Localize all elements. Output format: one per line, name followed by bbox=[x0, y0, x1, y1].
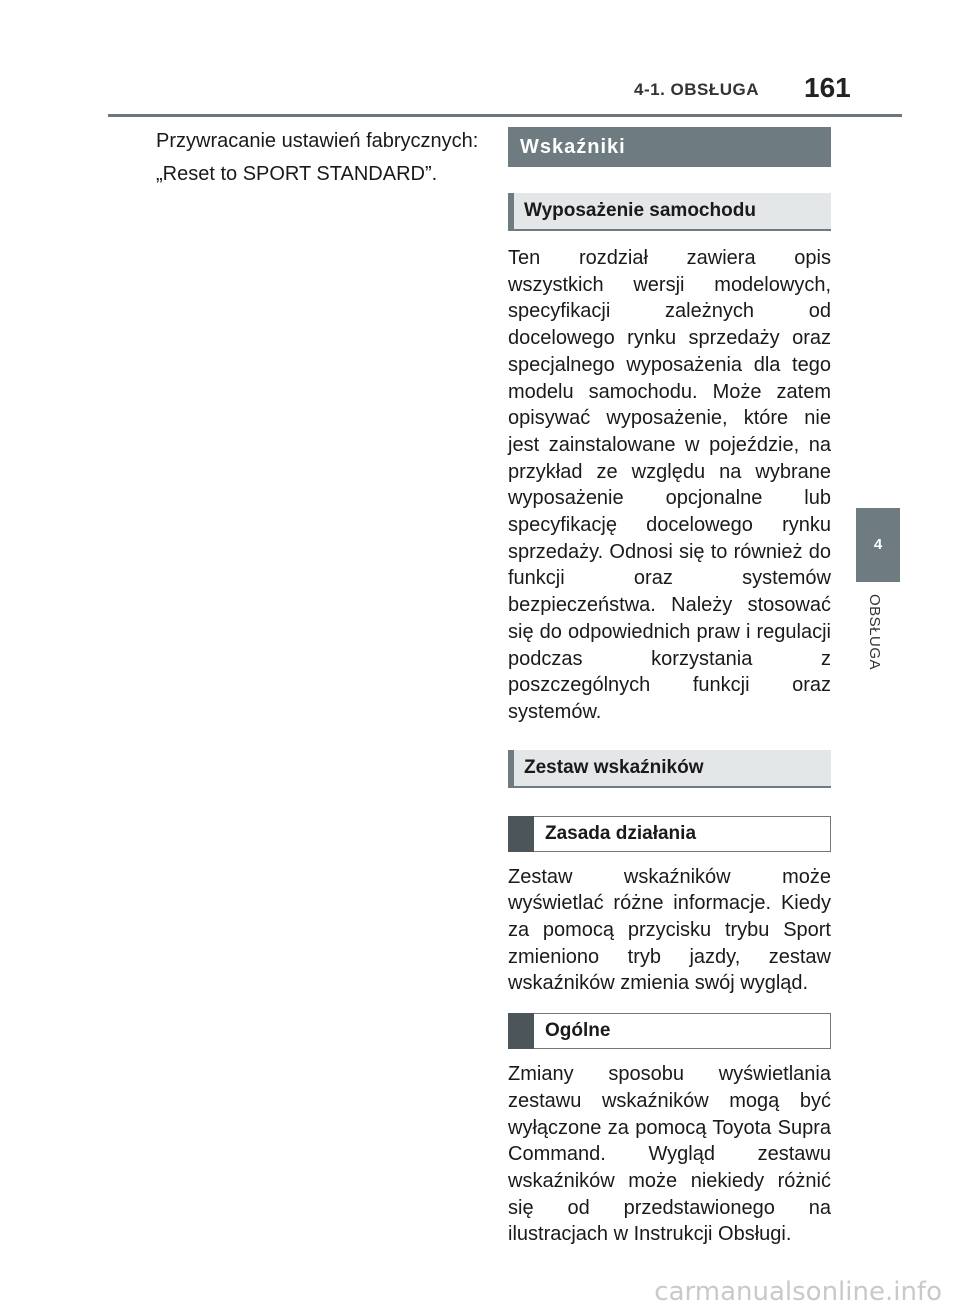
minor-heading-label: Zasada działania bbox=[545, 822, 697, 844]
page-number: 161 bbox=[804, 72, 851, 103]
right-column bbox=[508, 127, 831, 1248]
subheading-equipment: Wyposażenie samochodu bbox=[508, 193, 831, 231]
paragraph-general: Zmiany sposobu wyświetlania zestawu wskaźników mogą być wyłączone za pomocą Toyota Supra Command. Wygląd zestawu wskaźników może niekiedy różnić się od przedstawionego na ilustracjach w Instrukcji Obsługi. bbox=[508, 1063, 831, 1246]
section-header: 4-1. OBSŁUGA bbox=[634, 80, 760, 99]
header-divider bbox=[108, 114, 902, 117]
heading-marker bbox=[508, 1013, 534, 1049]
left-column bbox=[156, 126, 486, 192]
subheading-instrument-cluster: Zestaw wskaźników bbox=[508, 750, 831, 788]
main-heading: Wskaźniki bbox=[508, 127, 831, 167]
heading-marker bbox=[508, 816, 534, 852]
paragraph-principle: Zestaw wskaźników może wyświetlać różne informacje. Kiedy za pomocą przycisku trybu Sport zmieniono tryb jazdy, zestaw wskaźników zmienia swój wygląd. bbox=[508, 865, 831, 995]
minor-heading-principle bbox=[508, 816, 831, 852]
left-text-line: „Reset to SPORT STANDARD”. bbox=[156, 163, 438, 185]
minor-heading-general bbox=[508, 1013, 831, 1049]
chapter-tab-label: OBSŁUGA bbox=[866, 594, 883, 671]
chapter-tab: 4 bbox=[856, 508, 900, 582]
left-text-line: Przywracanie ustawień fabrycznych: bbox=[156, 130, 479, 152]
minor-heading-label: Ogólne bbox=[545, 1020, 611, 1042]
paragraph-equipment: Ten rozdział zawiera opis wszystkich wersji modelowych, specyfikacji zależnych od docelowego rynku sprzedaży oraz specjalnego wyposażenia dla tego modelu samochodu. Może zatem opisywać wyposażenie, które nie jest zainstalowane w pojeździe, na przykład ze względu na wybrane wyposażenie opcjonalne lub specyfikację docelowego rynku sprzedaży. Odnosi się to również do funkcji oraz systemów bezpieczeństwa. Należy stosować się do odpowiednich praw i regulacji podczas korzystania z poszczególnych funkcji oraz systemów. bbox=[508, 247, 831, 723]
watermark: carmanualsonline.info bbox=[654, 1277, 942, 1307]
